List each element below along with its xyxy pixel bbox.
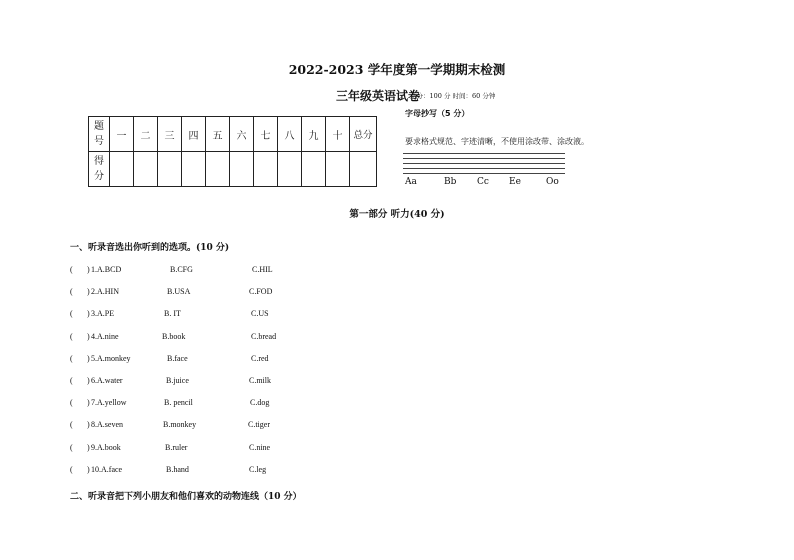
score-cell[interactable] [302,152,326,187]
answer-paren-close[interactable]: ) [87,265,90,274]
answer-paren-open[interactable]: ( [70,331,73,341]
exam-subtitle: 三年级英语试卷 [336,89,421,103]
option-c: C.red [251,353,269,363]
option-c: C.milk [249,376,272,385]
letter-pair: Ee [509,177,521,187]
score-table-header-row [89,117,377,152]
answer-paren-close[interactable]: ) [87,287,90,297]
option-b: B.monkey [163,420,197,430]
score-cell[interactable] [182,152,206,187]
score-table-col: 五 [206,117,230,152]
score-table-col: 三 [158,117,182,152]
score-table-col: 十 [326,117,350,152]
answer-paren-open[interactable]: ( [70,353,73,363]
writing-line [403,173,565,174]
answer-paren-close[interactable]: ) [87,442,90,452]
option-b: B.hand [166,464,189,474]
section-title: 一、听录音选出你听到的选项。(10 分) [70,243,230,253]
option-a: 5.A.monkey [91,353,131,363]
score-cell-total[interactable] [350,152,377,187]
option-b: B. IT [164,309,181,319]
section-title: 二、听录音把下列小朋友和他们喜欢的动物连线（10 分） [70,492,302,502]
letter-pair: Aa [405,177,417,187]
score-table-score-label: 得分 [89,152,110,187]
copy-section-note: 要求格式规范、字迹清晰，不使用涂改带、涂改液。 [405,137,589,146]
option-a: 10.A.face [91,464,123,474]
option-a: 8.A.seven [91,420,123,430]
score-cell[interactable] [326,152,350,187]
score-cell[interactable] [206,152,230,187]
option-c: C.US [251,309,269,319]
exam-meta: 总分：100 分 时间：60 分钟 [410,92,496,100]
score-table-col: 一 [110,117,134,152]
score-table-col: 四 [182,117,206,152]
answer-paren-open[interactable]: ( [70,376,73,385]
answer-paren-open[interactable]: ( [70,464,73,474]
score-cell[interactable] [110,152,134,187]
letter-pair: Oo [546,177,559,187]
option-c: C.tiger [248,420,270,430]
score-table-col: 九 [302,117,326,152]
option-a: 7.A.yellow [91,398,127,408]
option-c: C.HIL [252,265,273,274]
answer-paren-open[interactable]: ( [70,420,73,430]
score-table-col: 八 [278,117,302,152]
part-title: 第一部分 听力(40 分) [349,209,445,220]
option-b: B.CFG [170,265,193,274]
writing-line [403,153,565,154]
option-b: B.juice [166,376,189,385]
answer-paren-open[interactable]: ( [70,287,73,297]
option-b: B.ruler [165,442,188,452]
score-table-col: 二 [134,117,158,152]
option-c: C.leg [249,464,267,474]
letter-pair: Bb [444,177,457,187]
option-b: B.USA [167,287,191,297]
option-c: C.FOD [249,287,273,297]
copy-section-title: 字母抄写（5 分） [405,109,470,118]
answer-paren-open[interactable]: ( [70,442,73,452]
score-table-col-total: 总分 [350,117,377,152]
writing-line [403,163,565,164]
option-c: C.bread [251,331,277,341]
option-b: B.book [162,331,186,341]
letter-pair: Cc [477,177,489,187]
writing-line [403,168,565,169]
answer-paren-close[interactable]: ) [87,331,90,341]
answer-paren-close[interactable]: ) [87,353,90,363]
answer-paren-close[interactable]: ) [87,420,90,430]
answer-paren-close[interactable]: ) [87,376,90,385]
score-cell[interactable] [254,152,278,187]
exam-title: 2022-2023 学年度第一学期期末检测 [288,62,506,77]
score-table-col: 七 [254,117,278,152]
score-table [88,116,377,187]
answer-paren-close[interactable]: ) [87,398,90,408]
score-table-header-label: 题号 [89,117,110,152]
option-a: 1.A.BCD [91,265,122,274]
score-cell[interactable] [278,152,302,187]
option-a: 9.A.book [91,442,121,452]
answer-paren-close[interactable]: ) [87,464,90,474]
answer-paren-open[interactable]: ( [70,398,73,408]
score-cell[interactable] [230,152,254,187]
answer-paren-open[interactable]: ( [70,265,73,274]
option-a: 3.A.PE [91,309,115,319]
option-c: C.nine [249,442,271,452]
score-table-col: 六 [230,117,254,152]
answer-paren-close[interactable]: ) [87,309,90,319]
answer-paren-open[interactable]: ( [70,309,73,319]
option-c: C.dog [250,398,270,408]
option-b: B.face [167,353,188,363]
option-a: 6.A.water [91,376,123,385]
option-b: B. pencil [164,398,193,408]
option-a: 2.A.HIN [91,287,119,297]
score-cell[interactable] [158,152,182,187]
score-table-score-row [89,152,377,187]
writing-line [403,158,565,159]
option-a: 4.A.nine [91,331,119,341]
score-cell[interactable] [134,152,158,187]
